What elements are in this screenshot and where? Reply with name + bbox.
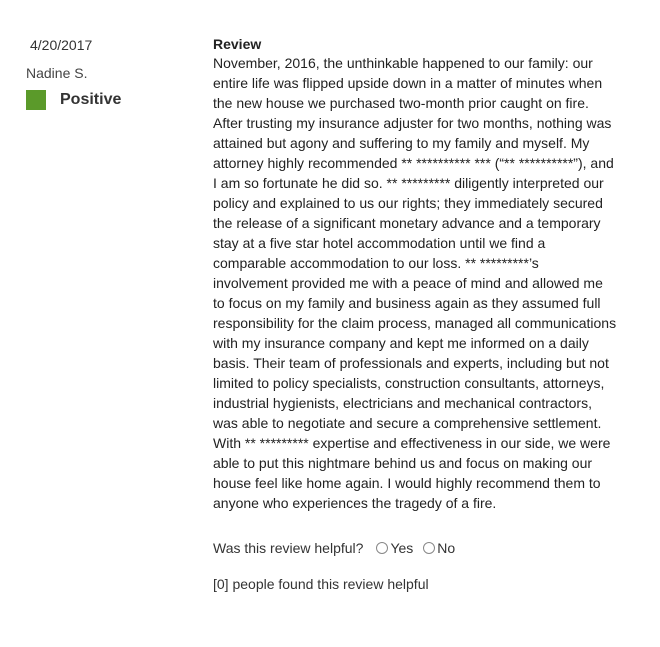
review-date: 4/20/2017 xyxy=(30,37,93,53)
helpful-poll xyxy=(213,538,613,558)
yes-radio[interactable] xyxy=(376,542,388,554)
no-label[interactable]: No xyxy=(437,540,456,556)
yes-label[interactable]: Yes xyxy=(390,540,414,556)
reviewer-name: Nadine S. xyxy=(26,65,88,81)
rating-color-swatch xyxy=(26,90,46,110)
helpful-count: [0] people found this review helpful xyxy=(213,576,429,592)
review-title: Review xyxy=(213,36,262,52)
rating-label: Positive xyxy=(60,91,122,108)
helpful-yes-option[interactable] xyxy=(376,538,413,558)
review-body: November, 2016, the unthinkable happened to our family: our entire life was flipped upside down in a matter of minutes when the new house we purchased two-month prior caught on fire. After trusting my insurance adjuster for two months, nothing was attained but agony and suffering to my family and myself. My attorney highly recommended ** ********** *** (“** **********”), and I am so fortunate he did so. ** ********* diligently interpreted our policy and explained to us our rights; they immediately secured the release of a significant monetary advance and a temporary stay at a five star hotel accommodation until we find a comparable accommodation to our loss. ** *********’s involvement provided me with a peace of mind and allowed me to focus on my family and business again as they assumed full responsibility for the claim process, managed all communications with my insurance company and kept me informed on a daily basis. Their team of professionals and experts, including but not limited to policy specialists, construction consultants, attorneys, industrial hygienists, electricians and mechanical contractors, was able to negotiate and secure a comprehensive settlement. With ** ********* expertise and effectiveness in our side, we were able to put this nightmare behind us and focus on making our house feel like home again. I would highly recommend them to anyone who experiences the tragedy of a fire. xyxy=(213,55,617,511)
helpful-no-option[interactable] xyxy=(423,538,455,558)
review-content xyxy=(213,35,617,594)
helpful-question: Was this review helpful? xyxy=(213,540,364,556)
rating-badge xyxy=(26,90,186,110)
no-radio[interactable] xyxy=(423,542,435,554)
review-meta xyxy=(26,36,186,110)
